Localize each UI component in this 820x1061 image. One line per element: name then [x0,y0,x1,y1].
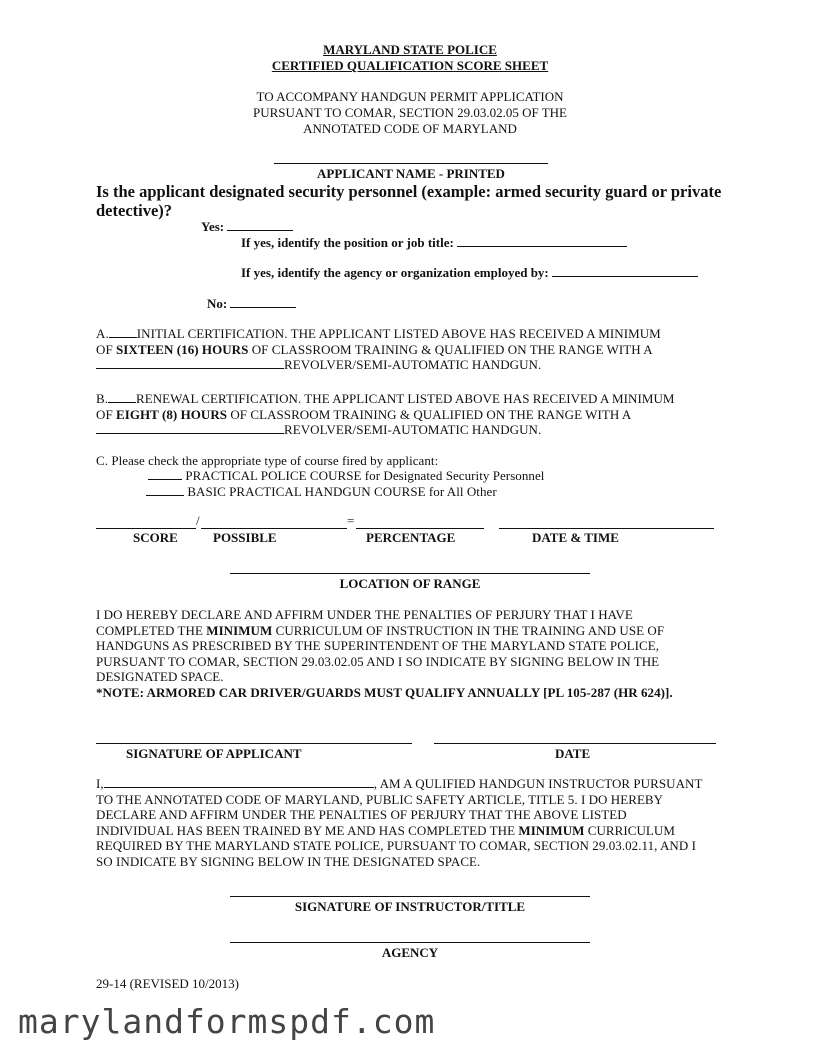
instructor-signature-label: SIGNATURE OF INSTRUCTOR/TITLE [294,899,526,914]
form-title: CERTIFIED QUALIFICATION SCORE SHEET [271,58,549,73]
score-label: SCORE [133,530,178,545]
declaration: I DO HEREBY DECLARE AND AFFIRM UNDER THE PENALTIES OF PERJURY THAT I HAVE COMPLETED THE MINIMUM CURRICULUM OF INSTRUCTION IN THE TRAINING AND USE OF HANDGUNS AS PRESCRIBED BY THE SUPERINTENDENT OF THE MARYLAND STATE POLICE, PURSUANT TO COMAR, SECTION 29.03.02.05 AND I SO INDICATE BY SIGNING BELOW IN THE DESIGNATED SPACE. *NOTE: ARMORED CAR DRIVER/GUARDS MUST QUALIFY ANNUALLY [PL 105-287 (HR 624)]. [96,607,673,700]
armored-car-note: *NOTE: ARMORED CAR DRIVER/GUARDS MUST QUALIFY ANNUALLY [PL 105-287 (HR 624)]. [96,684,673,700]
yes-row: Yes: [201,218,293,235]
applicant-signature-label: SIGNATURE OF APPLICANT [126,746,302,761]
score-equals: = [347,513,355,528]
form-number: 29-14 (REVISED 10/2013) [96,976,239,991]
location-field[interactable] [230,573,590,574]
section-b-check[interactable] [108,391,136,403]
applicant-signature-field[interactable] [96,743,412,744]
possible-label: POSSIBLE [213,530,277,545]
employer-field[interactable] [552,264,698,277]
position-field[interactable] [457,234,627,247]
employer-row: If yes, identify the agency or organization employed by: [241,264,698,281]
section-b-weapon-field[interactable] [96,422,284,434]
watermark: marylandformspdf.com [18,1002,436,1041]
subtitle-line1: TO ACCOMPANY HANDGUN PERMIT APPLICATION [256,89,564,104]
agency-field[interactable] [230,942,590,943]
percentage-label: PERCENTAGE [366,530,456,545]
course-police-check[interactable] [148,468,182,480]
no-field[interactable] [230,295,296,308]
date-label: DATE [555,746,591,761]
course-basic-check[interactable] [146,484,184,496]
datetime-label: DATE & TIME [532,530,619,545]
datetime-field[interactable] [499,528,714,529]
instructor-name-field[interactable] [104,776,374,788]
section-a-check[interactable] [109,326,137,338]
position-row: If yes, identify the position or job title: [241,234,627,251]
no-row: No: [207,295,296,312]
instructor-signature-field[interactable] [230,896,590,897]
section-c-intro: C. Please check the appropriate type of course fired by applicant: [96,453,439,468]
section-b: B. RENEWAL CERTIFICATION. THE APPLICANT LISTED ABOVE HAS RECEIVED A MINIMUM OF EIGHT (8) HOURS OF CLASSROOM TRAINING & QUALIFIED ON THE RANGE WITH A REVOLVER/SEMI-AUTOMATIC HANDGUN. [96,391,675,437]
subtitle-line3: ANNOTATED CODE OF MARYLAND [303,121,517,136]
yes-field[interactable] [227,218,293,231]
instructor-declaration: I, , AM A QULIFIED HANDGUN INSTRUCTOR PURSUANT TO THE ANNOTATED CODE OF MARYLAND, PUBLIC SAFETY ARTICLE, TITLE 5. I DO HEREBY DECLARE AND AFFIRM UNDER THE PENALTIES OF PERJURY THAT THE ABOVE LISTED INDIVIDUAL HAS BEEN TRAINED BY ME AND HAS COMPLETED THE MINIMUM CURRICULUM REQUIRED BY THE MARYLAND STATE POLICE, PURSUANT TO COMAR, SECTION 29.03.02.11, AND I SO INDICATE BY SIGNING BELOW IN THE DESIGNATED SPACE. [96,776,703,869]
possible-field[interactable] [201,528,347,529]
date-field[interactable] [434,743,716,744]
section-a: A. INITIAL CERTIFICATION. THE APPLICANT LISTED ABOVE HAS RECEIVED A MINIMUM OF SIXTEEN (16) HOURS OF CLASSROOM TRAINING & QUALIFIED ON THE RANGE WITH A REVOLVER/SEMI-AUTOMATIC HANDGUN. [96,326,661,372]
agency-title: MARYLAND STATE POLICE [323,42,497,57]
applicant-name-label: APPLICANT NAME - PRINTED [317,166,505,181]
score-slash: / [196,513,200,528]
agency-label: AGENCY [381,945,439,960]
security-question: Is the applicant designated security personnel (example: armed security guard or private detective)? [96,182,722,220]
applicant-name-field[interactable] [274,163,548,164]
subtitle-line2: PURSUANT TO COMAR, SECTION 29.03.02.05 OF THE [253,105,567,120]
course-option-basic: BASIC PRACTICAL HANDGUN COURSE for All Other [146,484,497,500]
location-label: LOCATION OF RANGE [339,576,481,591]
course-option-police: PRACTICAL POLICE COURSE for Designated Security Personnel [148,468,544,484]
section-a-weapon-field[interactable] [96,357,284,369]
score-field[interactable] [96,528,196,529]
percentage-field[interactable] [356,528,484,529]
